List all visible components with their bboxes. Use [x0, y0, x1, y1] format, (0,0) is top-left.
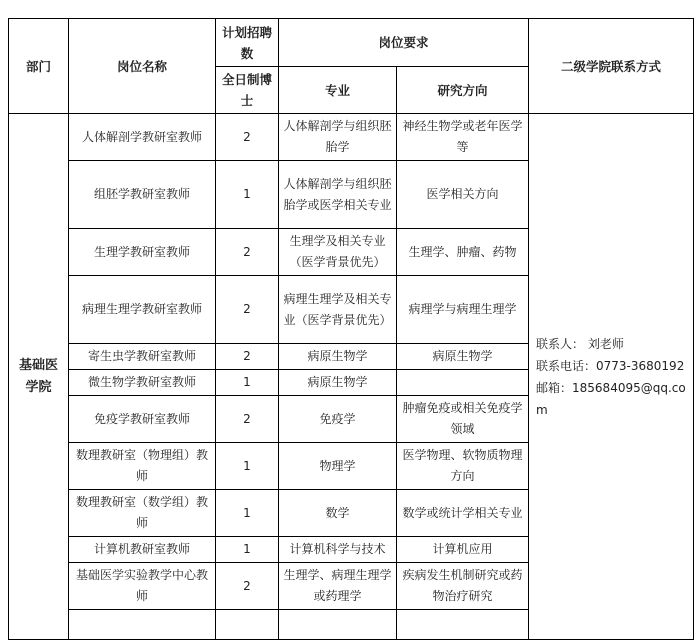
header-department: 部门: [9, 19, 69, 114]
header-fulltime-phd: 全日制博士: [216, 67, 279, 114]
planned-count-cell: 2: [216, 114, 279, 161]
header-requirements: 岗位要求: [279, 19, 529, 67]
position-cell: 人体解剖学教研室教师: [69, 114, 216, 161]
research-direction-cell: 病理学与病理生理学: [397, 276, 529, 344]
position-cell: 微生物学教研室教师: [69, 370, 216, 396]
major-cell: 病理生理学及相关专业（医学背景优先）: [279, 276, 397, 344]
position-cell: 病理生理学教研室教师: [69, 276, 216, 344]
position-cell: 数理教研室（物理组）教师: [69, 443, 216, 490]
contact-email: 邮箱：185684095@qq.com: [536, 380, 686, 417]
major-cell: 物理学: [279, 443, 397, 490]
research-direction-cell: 疾病发生机制研究或药物治疗研究: [397, 563, 529, 610]
research-direction-cell: 计算机应用: [397, 537, 529, 563]
major-cell: 病原生物学: [279, 344, 397, 370]
planned-count-cell: 1: [216, 443, 279, 490]
major-cell: 生理学及相关专业（医学背景优先）: [279, 229, 397, 276]
major-cell: 数学: [279, 490, 397, 537]
position-cell: 数理教研室（数学组）教师: [69, 490, 216, 537]
major-cell: 病原生物学: [279, 370, 397, 396]
position-cell: 计算机教研室教师: [69, 537, 216, 563]
header-planned-hires: 计划招聘数: [216, 19, 279, 67]
position-cell: 免疫学教研室教师: [69, 396, 216, 443]
contact-phone: 联系电话：0773-3680192: [536, 358, 685, 373]
contact-cell: [529, 114, 694, 640]
empty-cell: [397, 610, 529, 640]
research-direction-cell: 生理学、肿瘤、药物: [397, 229, 529, 276]
recruitment-table: [8, 18, 694, 640]
empty-cell: [69, 610, 216, 640]
position-cell: 生理学教研室教师: [69, 229, 216, 276]
planned-count-cell: 2: [216, 396, 279, 443]
header-research-direction: 研究方向: [397, 67, 529, 114]
major-cell: 生理学、病理生理学或药理学: [279, 563, 397, 610]
contact-person: 联系人： 刘老师: [536, 336, 624, 351]
major-cell: 免疫学: [279, 396, 397, 443]
research-direction-cell: 数学或统计学相关专业: [397, 490, 529, 537]
research-direction-cell: 神经生物学或老年医学等: [397, 114, 529, 161]
planned-count-cell: 1: [216, 490, 279, 537]
header-major: 专业: [279, 67, 397, 114]
position-cell: 寄生虫学教研室教师: [69, 344, 216, 370]
table-row: [9, 114, 694, 161]
header-position-name: 岗位名称: [69, 19, 216, 114]
planned-count-cell: 2: [216, 344, 279, 370]
research-direction-cell: 肿瘤免疫或相关免疫学领域: [397, 396, 529, 443]
header-row-1: [9, 19, 694, 67]
planned-count-cell: 1: [216, 370, 279, 396]
major-cell: 人体解剖学与组织胚胎学: [279, 114, 397, 161]
planned-count-cell: 1: [216, 161, 279, 229]
planned-count-cell: 1: [216, 537, 279, 563]
planned-count-cell: 2: [216, 276, 279, 344]
research-direction-cell: 医学相关方向: [397, 161, 529, 229]
empty-cell: [279, 610, 397, 640]
research-direction-cell: 医学物理、软物质物理方向: [397, 443, 529, 490]
position-cell: 基础医学实验教学中心教师: [69, 563, 216, 610]
planned-count-cell: 2: [216, 563, 279, 610]
major-cell: 人体解剖学与组织胚胎学或医学相关专业: [279, 161, 397, 229]
research-direction-cell: [397, 370, 529, 396]
empty-cell: [216, 610, 279, 640]
planned-count-cell: 2: [216, 229, 279, 276]
header-contact: 二级学院联系方式: [529, 19, 694, 114]
department-cell: 基础医学院: [9, 114, 69, 640]
research-direction-cell: 病原生物学: [397, 344, 529, 370]
position-cell: 组胚学教研室教师: [69, 161, 216, 229]
major-cell: 计算机科学与技术: [279, 537, 397, 563]
